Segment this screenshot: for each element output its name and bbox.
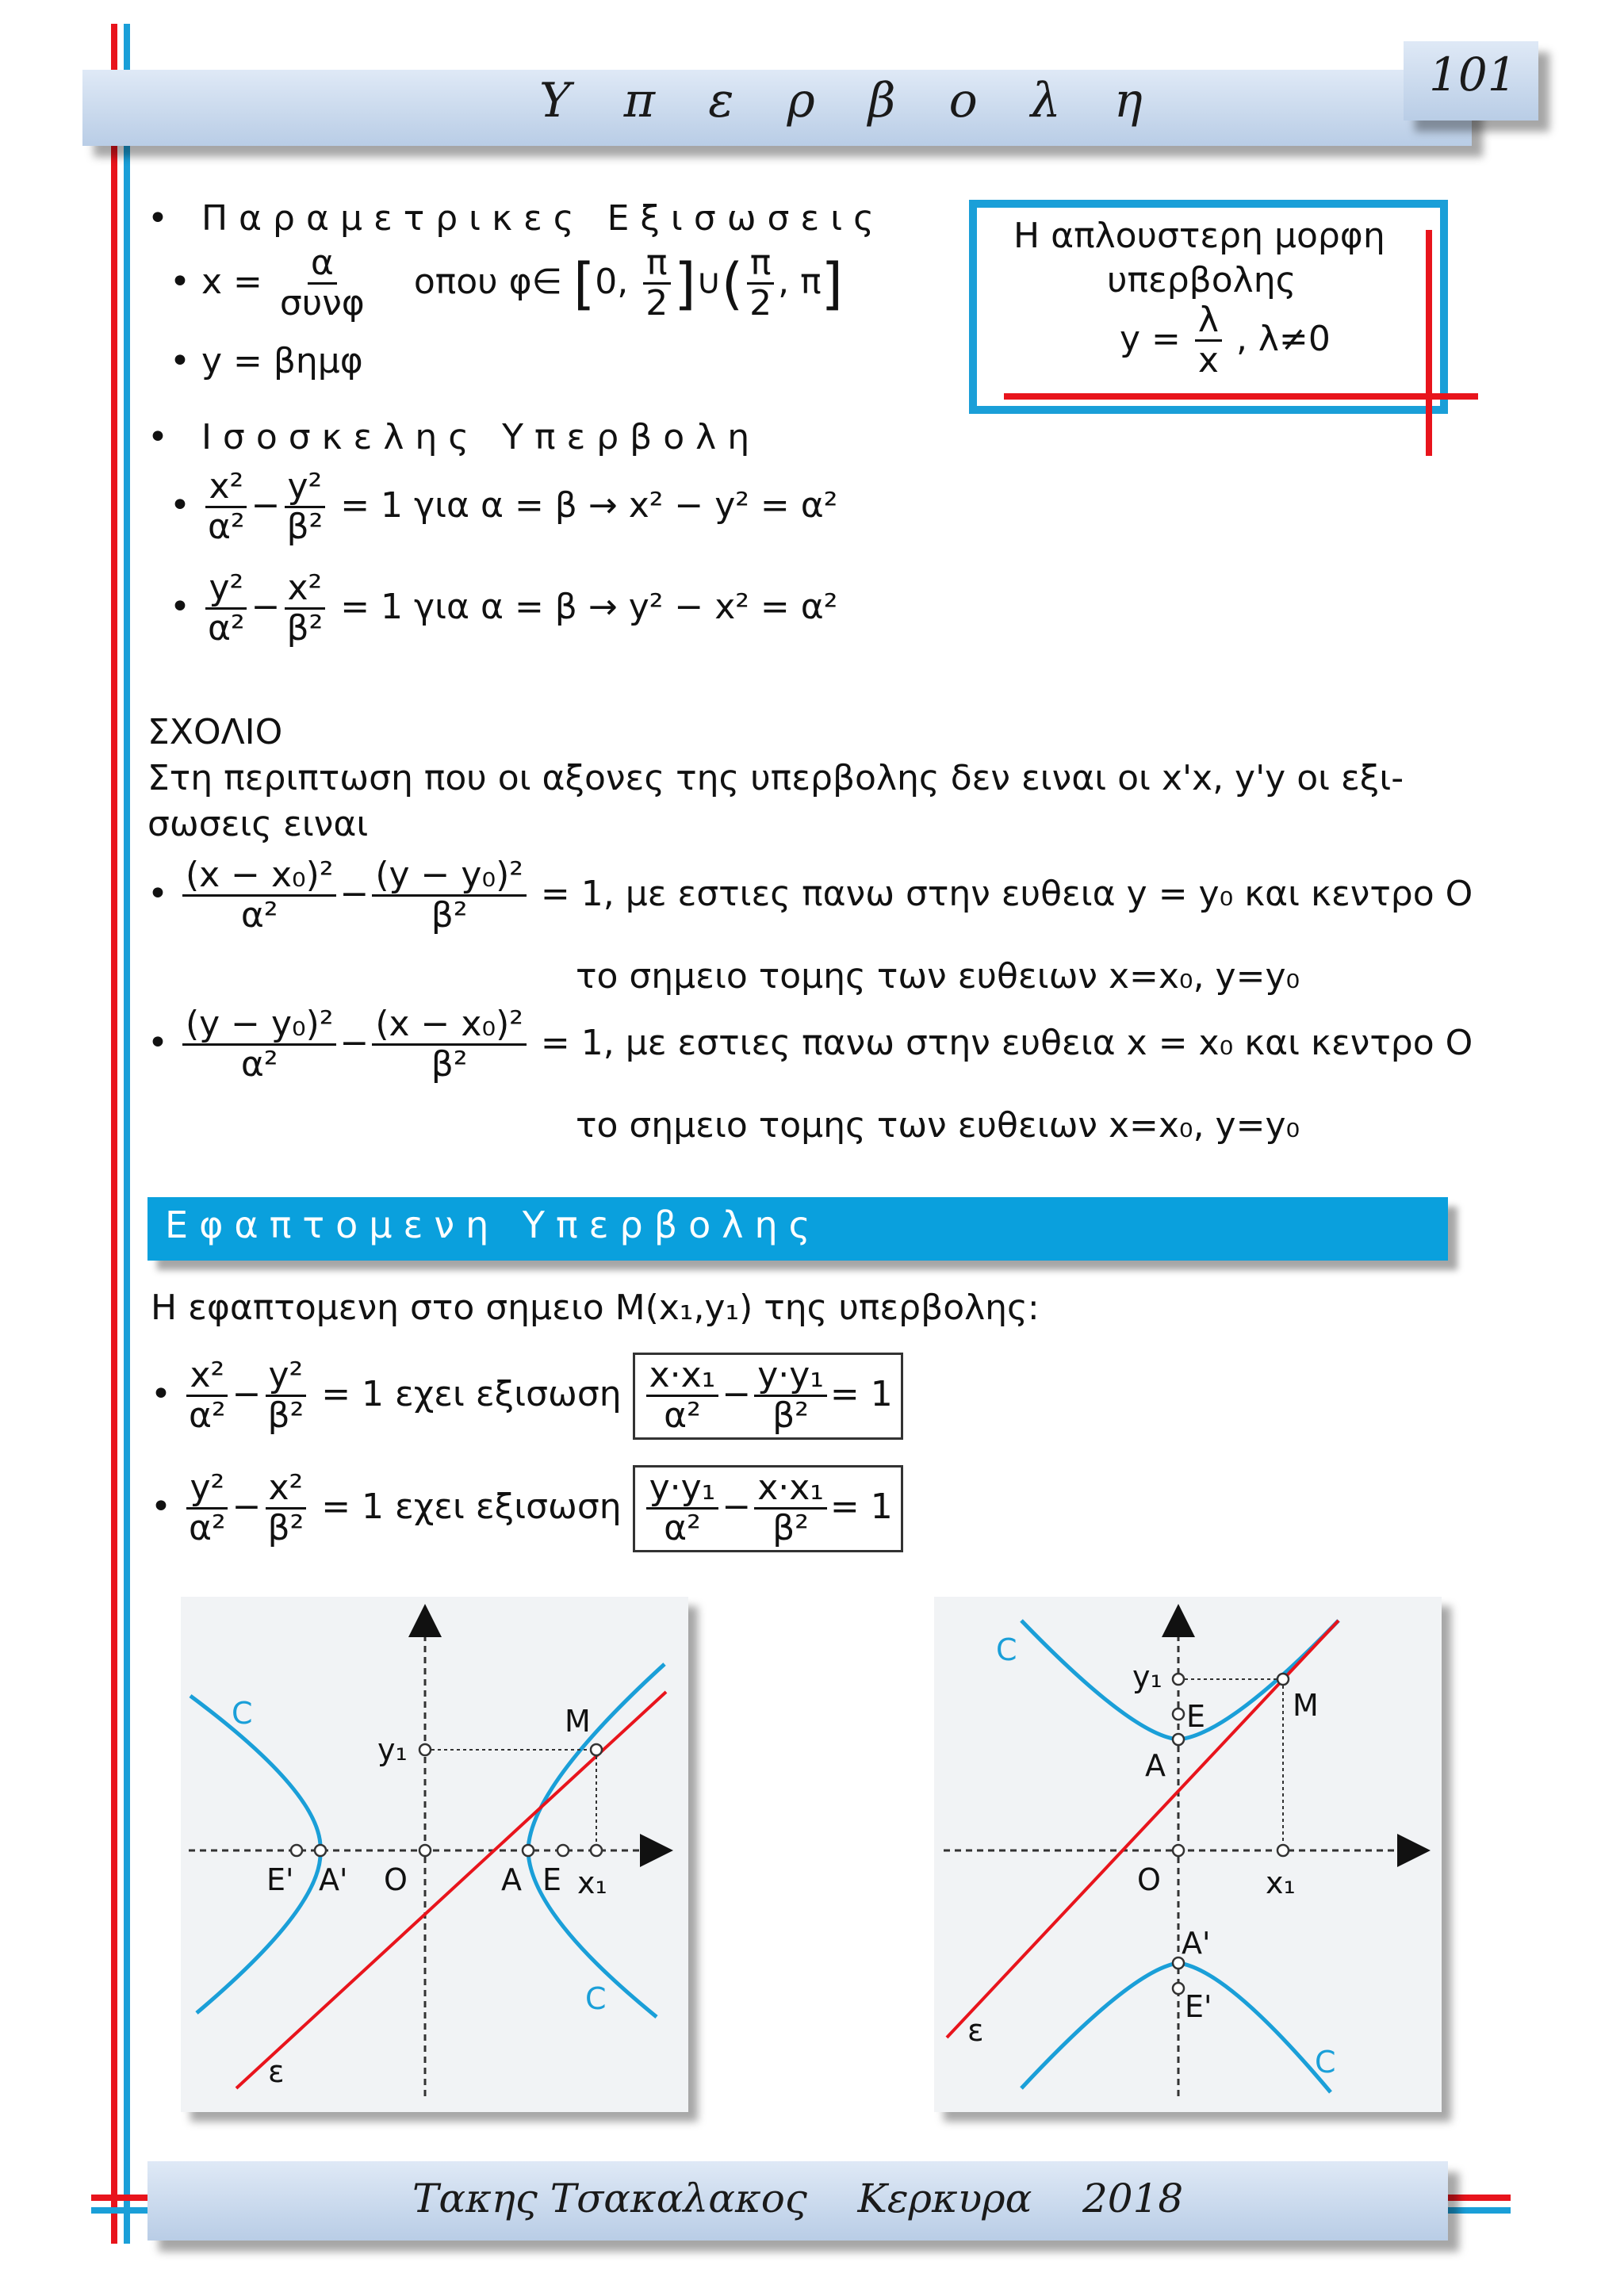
t1-bd2: β² [772,1395,809,1437]
fig1-point-E [557,1845,569,1856]
isosceles-heading: • Ισοσκελης Υπερβολη [147,417,761,457]
comment-text2: σωσεις ειναι [147,804,369,844]
isosceles-row1: • $\frac{\text{x²}}{\text{α²}}$ − $\frac{\text{y²}}{\text{β²}}$ = 1 για α = β → x² − y² = α² [170,466,838,548]
box-equation [1120,301,1331,381]
fig1-label-A1: A' [319,1862,348,1897]
param-heading-text: Παραμετρικες Εξισωσεις [201,198,885,239]
fig1-point-y1 [419,1744,431,1755]
fig1-label-A: A [501,1862,522,1897]
iso1-tail: = 1 για α = β → x² − y² = α² [340,484,838,526]
footer-text: Τακης Τσακαλακος Κερκυρα 2018 [412,2175,1184,2221]
iso2-n1: y² [205,569,247,610]
t1-d1: α² [188,1395,226,1437]
box-line2: υπερβολης [1107,260,1297,300]
iso2-d1: α² [207,608,245,649]
tangent-row1: • $\frac{\text{x²}}{\text{α²}}$ − $\frac{\text{y²}}{\text{β²}}$ = 1 εχει εξισωση $\frac{\text{x·x₁}}{\text{α²}}$ − $\frac{\text{y·y₁}}{\text{β²}}$ = 1 [151,1353,903,1440]
left-red-line [111,24,117,2244]
fig1-label-C-top: C [232,1696,253,1731]
param-domain-2b: 2 [749,283,772,324]
param-domain-2a: 2 [645,283,668,324]
fig2-label-M: M [1293,1688,1319,1723]
c1-n1: (x − x₀)² [182,856,337,897]
fig2-label-O: O [1137,1862,1161,1897]
fig1-point-O [419,1845,431,1856]
fig2-label-y1: y₁ [1132,1659,1162,1694]
c1-d1: α² [240,895,278,936]
fig2-label-E1: E' [1185,1989,1212,2024]
left-blue-line [124,24,130,2244]
fig1-label-E1: E' [266,1862,294,1897]
t1-bn1: x·x₁ [646,1357,719,1397]
comment-heading: ΣΧΟΛΙΟ [147,712,283,752]
fig1-label-C-bot: C [585,1981,607,2016]
c2-d2: β² [431,1044,468,1085]
t2-bn2: x·x₁ [754,1469,827,1510]
param-domain-pi2: π [747,244,775,285]
param-x-den: συνφ [279,283,365,324]
t2-bd2: β² [772,1508,809,1549]
iso1-n1: x² [205,468,247,508]
tangent-row2: • $\frac{\text{y²}}{\text{α²}}$ − $\frac{\text{x²}}{\text{β²}}$ = 1 εχει εξισωση $\frac{\text{y·y₁}}{\text{α²}}$ − $\frac{\text{x·x₁}}{\text{β²}}$ = 1 [151,1465,903,1552]
iso2-n2: x² [285,569,326,610]
fig1-point-A1 [315,1845,326,1856]
fig1-label-M: M [565,1704,591,1739]
fig2-label-C-top: C [996,1632,1017,1667]
fig2-label-A: A [1145,1748,1166,1783]
iso2-d2: β² [286,608,324,649]
comment-note2: το σημειο τομης των ευθειων x=x₀, y=y₀ [576,1105,1300,1146]
t2-end: = 1 [829,1486,893,1527]
box-red-hline [1004,393,1478,400]
t2-bd1: α² [664,1508,701,1549]
fig1-point-A [523,1845,534,1856]
fig2-point-y1 [1173,1674,1184,1685]
param-domain-end: , π [778,261,822,302]
iso2-tail: = 1 για α = β → y² − x² = α² [340,586,838,627]
box-condition: , λ≠0 [1235,318,1331,359]
page-number: 101 [1429,48,1517,101]
c2-n2: (x − x₀)² [372,1005,527,1046]
param-x-row: • x = $\frac{\alpha}{\text{συνφ}}$ οπου φ∈ [0, $\frac{\pi}{2}$ ]∪( $\frac{\pi}{2}$ , π] [170,243,843,324]
fig2-point-x1 [1277,1845,1289,1856]
figure-2 [934,1597,1442,2112]
fig1-label-O: O [384,1862,408,1897]
fig1-label-E: E [542,1862,562,1897]
tangent-box1: $\frac{\text{x·x₁}}{\text{α²}}$ − $\frac{\text{y·y₁}}{\text{β²}}$ = 1 [633,1353,903,1440]
t1-n2: y² [266,1357,307,1397]
fig1-label-eps: ε [268,2054,285,2089]
param-y-row: • y = βημφ [170,341,363,381]
param-domain-a: 0, [595,261,629,302]
fig2-label-A1: A' [1182,1926,1211,1961]
tangent-intro: Η εφαπτομενη στο σημειο Μ(x₁,y₁) της υπερβολης: [151,1288,1040,1328]
param-heading: • Παραμετρικες Εξισωσεις [147,198,885,239]
t2-n1: y² [186,1469,228,1510]
c2-n1: (y − y₀)² [182,1005,337,1046]
t1-d2: β² [267,1395,304,1437]
comment-note1: το σημειο τομης των ευθειων x=x₀, y=y₀ [576,956,1300,997]
iso1-d2: β² [286,507,324,548]
param-domain-pi1: π [643,244,671,285]
param-y-eq: y = βημφ [201,341,363,381]
fig2-point-E1 [1173,1983,1184,1994]
t1-mid: = 1 εχει εξισωση [321,1373,622,1414]
comment-eq1: • $\frac{\text{(x − x₀)²}}{\text{α²}}$ − $\frac{\text{(y − y₀)²}}{\text{β²}}$ = 1, με εστιες πανω στην ευθεια y = y₀ και κεντρο Ο [147,855,1473,936]
fig2-point-M [1277,1674,1289,1685]
fig1-label-x1: x₁ [577,1866,607,1900]
figure-1 [181,1597,688,2112]
t1-end: = 1 [829,1373,893,1414]
t2-mid: = 1 εχει εξισωση [321,1486,622,1527]
fig2-label-eps: ε [967,2013,984,2048]
box-x: x [1197,340,1219,381]
param-domain-text: οπου φ∈ [413,261,562,302]
isosceles-heading-text: Ισοσκελης Υπερβολη [201,417,761,457]
tangent-box2: $\frac{\text{y·y₁}}{\text{α²}}$ − $\frac{\text{x·x₁}}{\text{β²}}$ = 1 [633,1465,903,1552]
box-y: y = [1120,318,1181,359]
fig1-point-E1 [291,1845,302,1856]
tangent-heading: Εφαπτομενη Υπερβολης [165,1203,822,1246]
t1-bd1: α² [664,1395,701,1437]
fig2-point-A [1173,1734,1184,1745]
t2-bn1: y·y₁ [646,1469,719,1510]
c2-tail: = 1, με εστιες πανω στην ευθεια x = x₀ και κεντρο Ο [540,1022,1473,1063]
param-x-lhs: x = [201,261,262,302]
t2-d1: α² [188,1508,226,1549]
fig1-label-y1: y₁ [377,1732,408,1767]
t2-n2: x² [266,1469,307,1510]
box-red-vline [1426,230,1432,456]
iso1-d1: α² [207,507,245,548]
comment-eq2: • $\frac{\text{(y − y₀)²}}{\text{α²}}$ − $\frac{\text{(x − x₀)²}}{\text{β²}}$ = 1, με εστιες πανω στην ευθεια x = x₀ και κεντρο Ο [147,1004,1473,1085]
header-title: Υ π ε ρ β ο λ η [539,73,1162,128]
t2-d2: β² [267,1508,304,1549]
c1-n2: (y − y₀)² [372,856,527,897]
comment-text1: Στη περιπτωση που οι αξονες της υπερβολης δεν ειναι οι x'x, y'y οι εξι- [147,758,1404,798]
isosceles-row2: • $\frac{\text{y²}}{\text{α²}}$ − $\frac{\text{x²}}{\text{β²}}$ = 1 για α = β → y² − x² = α² [170,568,838,649]
t1-bn2: y·y₁ [754,1357,827,1397]
c1-d2: β² [431,895,468,936]
param-x-num: α [308,244,337,285]
fig2-point-O [1173,1845,1184,1856]
fig2-point-E [1173,1709,1184,1720]
fig2-label-E: E [1186,1699,1206,1734]
fig1-point-M [591,1744,602,1755]
c1-tail: = 1, με εστιες πανω στην ευθεια y = y₀ και κεντρο Ο [540,873,1473,914]
fig1-point-x1 [591,1845,602,1856]
box-lambda: λ [1195,301,1222,342]
fig2-label-x1: x₁ [1266,1866,1296,1900]
box-line1: Η απλουστερη μορφη [1013,216,1385,256]
param-domain-union: ∪ [695,261,722,302]
c2-d1: α² [240,1044,278,1085]
fig2-label-C-bot: C [1315,2045,1336,2080]
iso1-n2: y² [285,468,326,508]
t1-n1: x² [186,1357,228,1397]
